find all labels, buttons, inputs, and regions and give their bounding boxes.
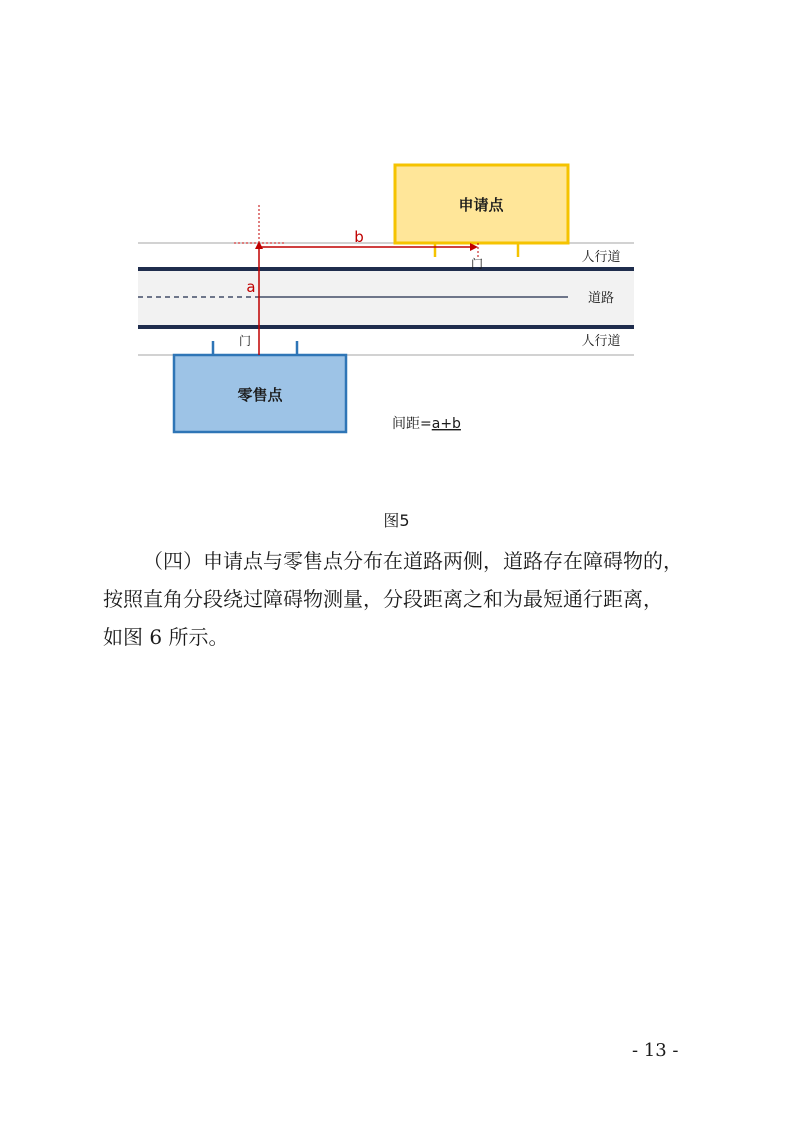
segment-a-arrowhead (255, 241, 263, 249)
segment-b-label: b (354, 228, 364, 246)
paragraph-line-2: 按照直角分段绕过障碍物测量，分段距离之和为最短通行距离， (103, 587, 663, 611)
door-bottom-label: 门 (238, 334, 252, 348)
door-top-label: 门 (470, 257, 484, 271)
road-label: 道路 (587, 291, 615, 306)
sidewalk-bottom-label: 人行道 (581, 334, 621, 349)
sidewalk-top-label: 人行道 (581, 250, 621, 265)
formula-prefix: 间距= (392, 416, 432, 432)
figure-caption: 图5 (383, 511, 410, 530)
formula-expr: a+b (431, 416, 461, 432)
segment-a-label: a (246, 278, 256, 296)
paragraph-line-3: 如图 6 所示。 (103, 625, 229, 649)
distance-diagram (0, 0, 793, 460)
paragraph-line-1: （四）申请点与零售点分布在道路两侧，道路存在障碍物的， (143, 549, 683, 573)
distance-formula (392, 416, 461, 432)
road-surface (138, 269, 634, 327)
apply-point-label: 申请点 (458, 196, 504, 214)
body-paragraph (103, 542, 703, 656)
retail-point-label: 零售点 (237, 386, 283, 404)
page-number: - 13 - (632, 1040, 679, 1061)
